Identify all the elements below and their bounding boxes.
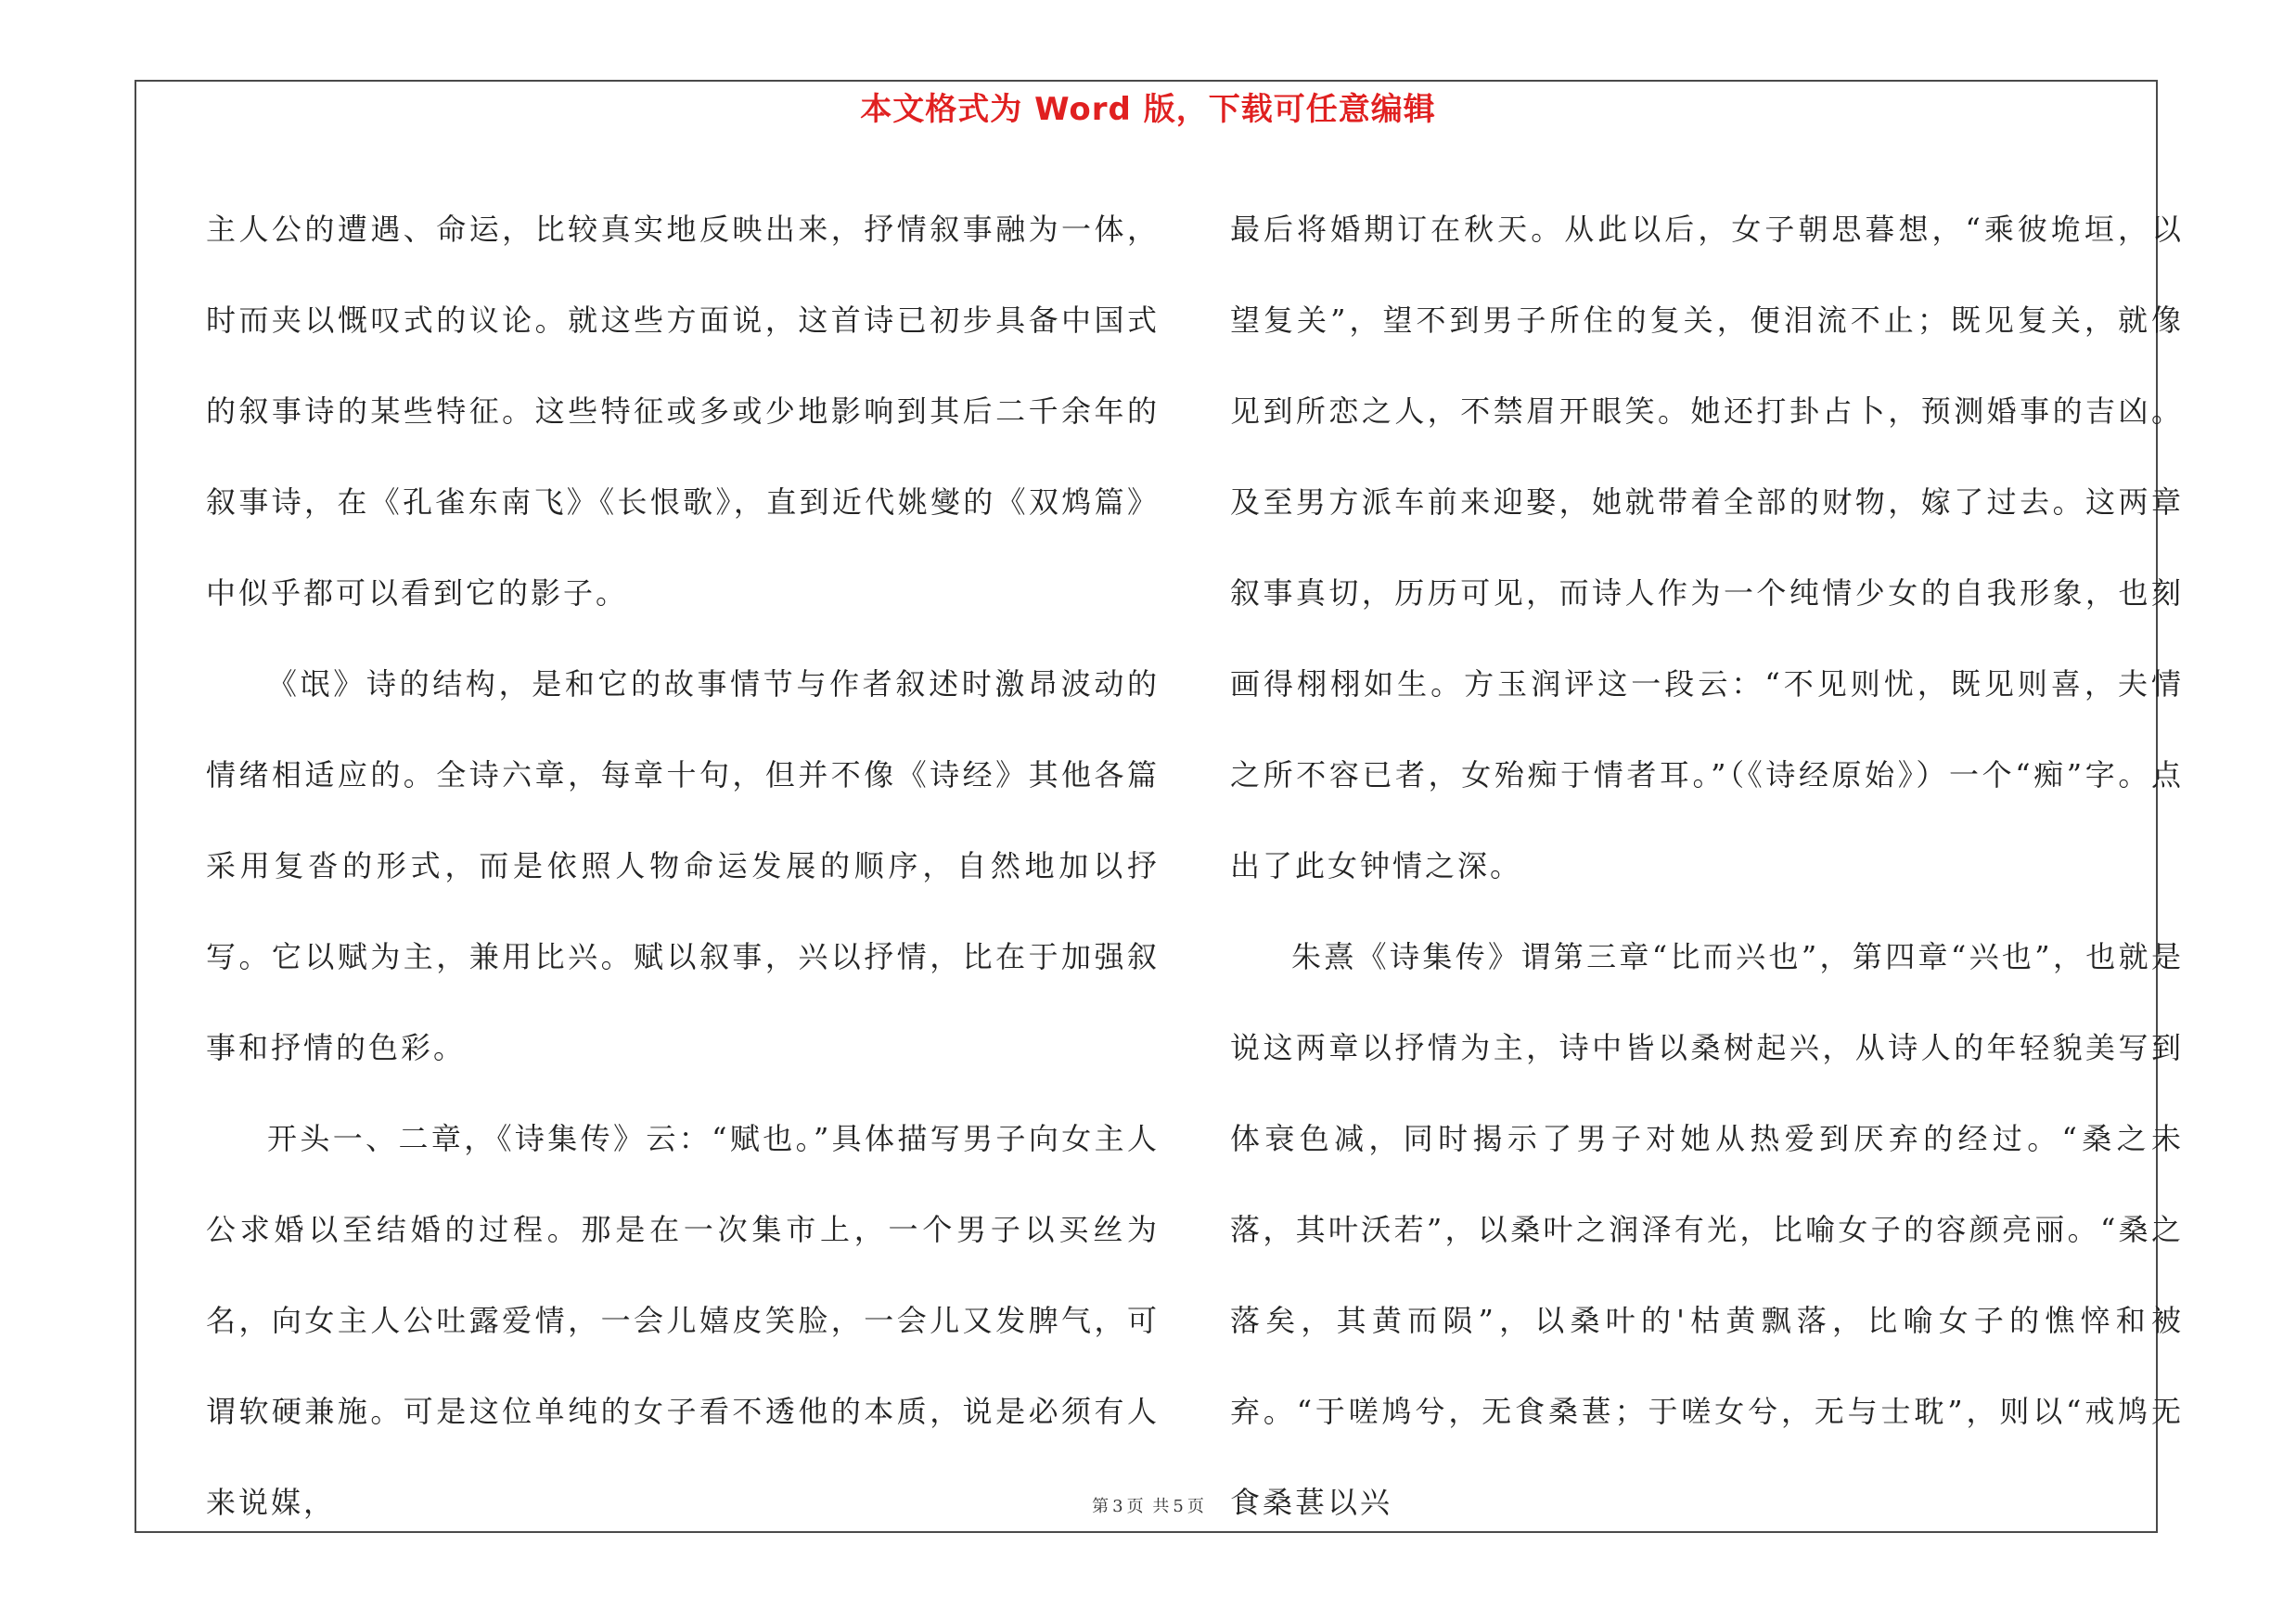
page-number-footer bbox=[0, 1496, 2296, 1518]
paragraph: 朱熹《诗集传》谓第三章“比而兴也”，第四章“兴也”，也就是说这两章以抒情为主，诗中皆以桑树起兴，从诗人的年轻貌美写到体衰色减，同时揭示了男子对她从热爱到厌弃的经过。“桑之未落，其叶沃若”，以桑叶之润泽有光，比喻女子的容颜亮丽。“桑之落矣，其黄而陨”，以桑叶的'枯黄飘落，比喻女子的憔悴和被弃。“于嗟鸠兮，无食桑葚；于嗟女兮，无与士耽”，则以“戒鸠无食桑葚以兴 bbox=[1230, 939, 2184, 1520]
footer-word-total: 共 bbox=[1152, 1497, 1170, 1516]
paragraph: 主人公的遭遇、命运，比较真实地反映出来，抒情叙事融为一体，时而夹以慨叹式的议论。就这些方面说，这首诗已初步具备中国式的叙事诗的某些特征。这些特征或多或少地影响到其后二千余年的叙事诗，在《孔雀东南飞》《长恨歌》，直到近代姚燮的《双鸩篇》中似乎都可以看到它的影子。 bbox=[206, 212, 1160, 611]
paragraph: 开头一、二章，《诗集传》云：“赋也。”具体描写男子向女主人公求婚以至结婚的过程。那是在一次集市上，一个男子以买丝为名，向女主人公吐露爱情，一会儿嬉皮笑脸，一会儿又发脾气，可谓软硬兼施。可是这位单纯的女子看不透他的本质，说是必须有人来说媒， bbox=[206, 1121, 1160, 1520]
current-page-number: 3 bbox=[1112, 1497, 1123, 1516]
total-page-count: 5 bbox=[1173, 1497, 1184, 1516]
right-column bbox=[1230, 184, 2184, 1548]
footer-word-page: 第 bbox=[1092, 1497, 1110, 1516]
paragraph: 《氓》诗的结构，是和它的故事情节与作者叙述时激昂波动的情绪相适应的。全诗六章，每章十句，但并不像《诗经》其他各篇采用复沓的形式，而是依照人物命运发展的顺序，自然地加以抒写。它以赋为主，兼用比兴。赋以叙事，兴以抒情，比在于加强叙事和抒情的色彩。 bbox=[206, 666, 1160, 1065]
format-notice: 本文格式为 Word 版，下载可任意编辑 bbox=[860, 91, 1436, 128]
paragraph: 最后将婚期订在秋天。从此以后，女子朝思暮想，“乘彼垝垣，以望复关”，望不到男子所住的复关，便泪流不止；既见复关，就像见到所恋之人，不禁眉开眼笑。她还打卦占卜，预测婚事的吉凶。及至男方派车前来迎娶，她就带着全部的财物，嫁了过去。这两章叙事真切，历历可见，而诗人作为一个纯情少女的自我形象，也刻画得栩栩如生。方玉润评这一段云：“不见则忧，既见则喜，夫情之所不容已者，女殆痴于情者耳。”（《诗经原始》）一个“痴”字。点出了此女钟情之深。 bbox=[1230, 212, 2184, 883]
left-column bbox=[206, 184, 1160, 1548]
footer-word-page-unit: 页 bbox=[1126, 1497, 1144, 1516]
footer-word-total-unit: 页 bbox=[1186, 1497, 1204, 1516]
